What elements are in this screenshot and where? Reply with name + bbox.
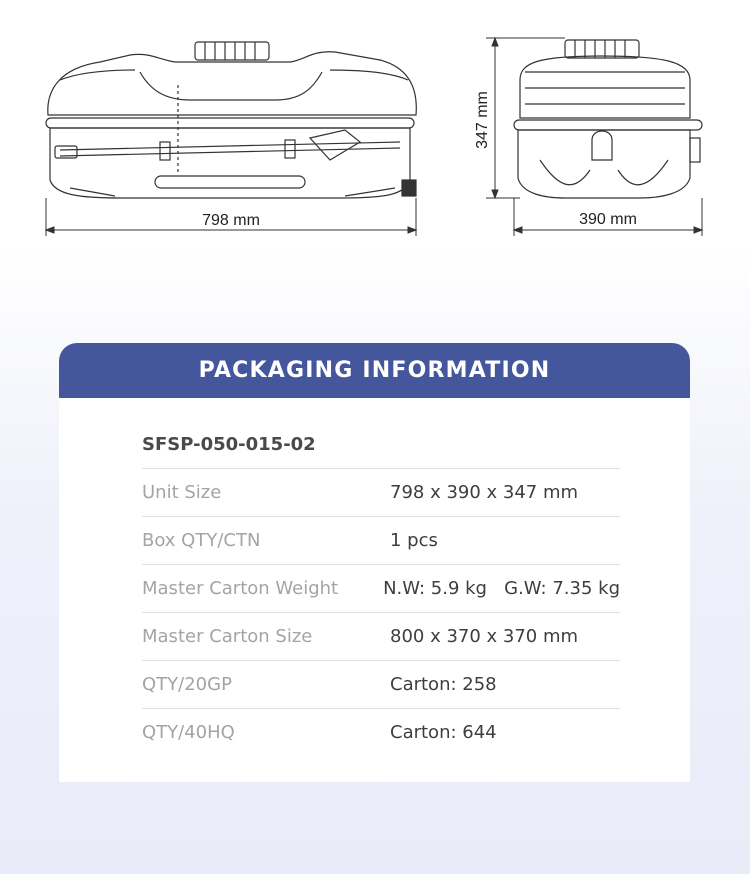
product-dimension-drawings <box>0 0 750 250</box>
table-row <box>142 469 620 517</box>
row-value: N.W: 5.9 kg G.W: 7.35 kg <box>383 578 620 599</box>
row-label: Unit Size <box>142 482 222 503</box>
packaging-info-header <box>59 343 690 398</box>
table-row <box>142 709 620 756</box>
row-value: 1 pcs <box>390 530 438 551</box>
side-height-label: 347 mm <box>474 91 491 149</box>
table-row <box>142 613 620 661</box>
row-value: 800 x 370 x 370 mm <box>390 626 579 647</box>
row-value: 798 x 390 x 347 mm <box>390 482 579 503</box>
front-view-drawing <box>46 42 416 198</box>
table-row <box>142 661 620 709</box>
model-number: SFSP-050-015-02 <box>142 422 620 469</box>
side-view-drawing <box>514 40 702 198</box>
row-label: Master Carton Weight <box>142 578 339 599</box>
packaging-info-title: PACKAGING INFORMATION <box>198 358 551 383</box>
side-width-label: 390 mm <box>579 211 637 228</box>
table-row <box>142 565 620 613</box>
row-value: Carton: 644 <box>390 722 497 743</box>
packaging-info-card <box>59 343 690 782</box>
packaging-info-table <box>142 422 620 756</box>
table-row <box>142 517 620 565</box>
row-label: Master Carton Size <box>142 626 313 647</box>
row-label: QTY/40HQ <box>142 722 235 743</box>
row-label: Box QTY/CTN <box>142 530 261 551</box>
front-width-label: 798 mm <box>202 212 260 229</box>
row-value: Carton: 258 <box>390 674 497 695</box>
row-label: QTY/20GP <box>142 674 232 695</box>
